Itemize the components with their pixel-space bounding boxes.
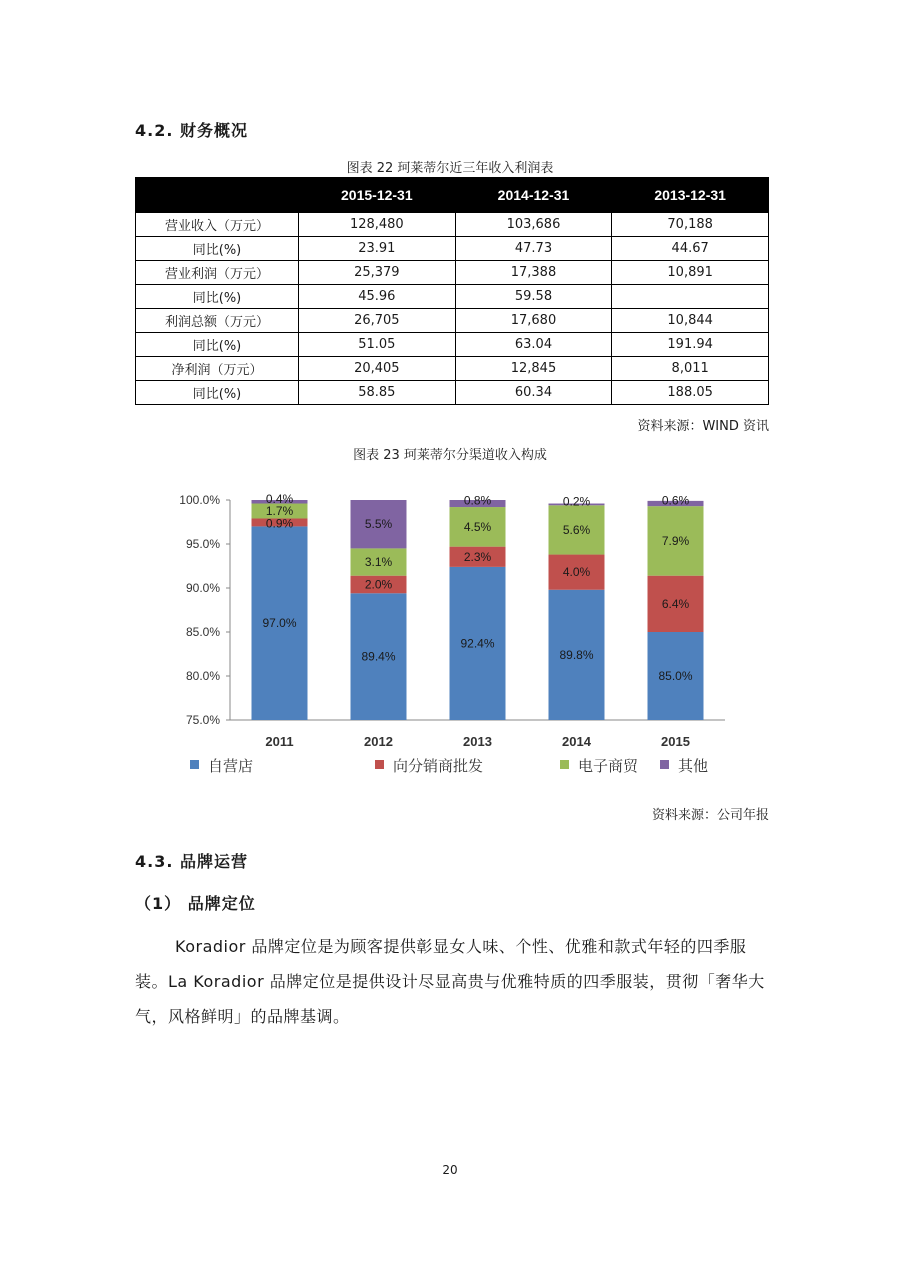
row-label: 营业利润（万元） bbox=[136, 261, 299, 285]
subsection-title: （1） 品牌定位 bbox=[135, 894, 256, 913]
table-cell: 59.58 bbox=[455, 285, 612, 309]
legend-label: 自营店 bbox=[208, 758, 254, 775]
section-title-4-2: 4.2. 财务概况 bbox=[135, 121, 248, 140]
data-label: 0.6% bbox=[661, 493, 690, 508]
body-paragraph: Koradior 品牌定位是为顾客提供彰显女人味、个性、优雅和款式年轻的四季服装。La Koradior 品牌定位是提供设计尽显高贵与优雅特质的四季服装，贯彻「奢华大气，风格鲜明」的品牌基调。 bbox=[135, 937, 765, 1026]
y-tick-label: 90.0% bbox=[185, 581, 220, 595]
data-label: 3.1% bbox=[364, 555, 393, 570]
legend-swatch bbox=[660, 760, 669, 769]
data-label: 2.3% bbox=[463, 549, 492, 564]
data-label: 0.4% bbox=[265, 491, 294, 506]
table-row bbox=[136, 237, 769, 261]
data-label: 4.0% bbox=[562, 565, 591, 580]
table-cell: 8,011 bbox=[612, 357, 769, 381]
row-label: 同比(%) bbox=[136, 237, 299, 261]
data-label: 0.8% bbox=[463, 493, 492, 508]
legend-label: 电子商贸 bbox=[578, 758, 639, 775]
section-title-4-3: 4.3. 品牌运营 bbox=[135, 852, 248, 871]
table-cell: 10,844 bbox=[612, 309, 769, 333]
table-row bbox=[136, 333, 769, 357]
table-cell: 20,405 bbox=[299, 357, 456, 381]
table-cell: 70,188 bbox=[612, 213, 769, 237]
table-cell: 47.73 bbox=[455, 237, 612, 261]
data-label: 5.5% bbox=[364, 517, 393, 532]
row-label: 同比(%) bbox=[136, 285, 299, 309]
data-label: 6.4% bbox=[661, 596, 690, 611]
table-row bbox=[136, 381, 769, 405]
data-label: 7.9% bbox=[661, 533, 690, 548]
table-cell: 188.05 bbox=[612, 381, 769, 405]
table-header-cell: 2014-12-31 bbox=[455, 178, 612, 213]
table-source: 资料来源：WIND 资讯 bbox=[637, 419, 769, 434]
y-tick-label: 80.0% bbox=[185, 669, 220, 683]
data-label: 92.4% bbox=[460, 636, 495, 651]
x-tick-label: 2011 bbox=[265, 734, 294, 749]
page-number: 20 bbox=[442, 1163, 458, 1177]
table-cell: 23.91 bbox=[299, 237, 456, 261]
table-cell: 103,686 bbox=[455, 213, 612, 237]
y-tick-label: 100.0% bbox=[179, 493, 220, 507]
table-cell: 17,680 bbox=[455, 309, 612, 333]
table-cell: 63.04 bbox=[455, 333, 612, 357]
x-tick-label: 2012 bbox=[364, 734, 393, 749]
legend-swatch bbox=[560, 760, 569, 769]
x-tick-label: 2013 bbox=[463, 734, 492, 749]
chart-source: 资料来源：公司年报 bbox=[651, 808, 769, 823]
table-caption: 图表 22 珂莱蒂尔近三年收入利润表 bbox=[346, 161, 554, 176]
table-cell: 17,388 bbox=[455, 261, 612, 285]
table-row bbox=[136, 309, 769, 333]
data-label: 2.0% bbox=[364, 577, 393, 592]
table-cell: 51.05 bbox=[299, 333, 456, 357]
data-label: 97.0% bbox=[262, 616, 297, 631]
data-label: 1.7% bbox=[265, 504, 294, 518]
data-label: 85.0% bbox=[658, 669, 693, 683]
legend-swatch bbox=[190, 760, 199, 769]
table-cell: 44.67 bbox=[612, 237, 769, 261]
y-tick-label: 85.0% bbox=[185, 625, 220, 639]
table-cell: 25,379 bbox=[299, 261, 456, 285]
table-header-cell bbox=[136, 178, 299, 213]
table-cell: 12,845 bbox=[455, 357, 612, 381]
financial-table bbox=[135, 177, 769, 405]
table-cell: 45.96 bbox=[299, 285, 456, 309]
table-header-row bbox=[136, 178, 769, 213]
table-row bbox=[136, 261, 769, 285]
row-label: 营业收入（万元） bbox=[136, 213, 299, 237]
y-tick-label: 75.0% bbox=[185, 713, 220, 727]
row-label: 同比(%) bbox=[136, 333, 299, 357]
channel-revenue-chart bbox=[150, 480, 750, 790]
table-row bbox=[136, 213, 769, 237]
table-row bbox=[136, 285, 769, 309]
x-tick-label: 2015 bbox=[661, 734, 690, 749]
row-label: 同比(%) bbox=[136, 381, 299, 405]
data-label: 89.8% bbox=[559, 647, 594, 662]
legend-swatch bbox=[375, 760, 384, 769]
table-cell: 60.34 bbox=[455, 381, 612, 405]
table-header-cell: 2015-12-31 bbox=[299, 178, 456, 213]
data-label: 5.6% bbox=[562, 522, 591, 537]
table-cell: 10,891 bbox=[612, 261, 769, 285]
data-label: 89.4% bbox=[361, 649, 396, 664]
data-label: 4.5% bbox=[463, 519, 492, 534]
y-tick-label: 95.0% bbox=[185, 537, 220, 551]
table-row bbox=[136, 357, 769, 381]
x-tick-label: 2014 bbox=[562, 734, 591, 749]
row-label: 净利润（万元） bbox=[136, 357, 299, 381]
table-cell: 128,480 bbox=[299, 213, 456, 237]
legend-label: 向分销商批发 bbox=[393, 758, 484, 775]
table-cell: 191.94 bbox=[612, 333, 769, 357]
row-label: 利润总额（万元） bbox=[136, 309, 299, 333]
legend-label: 其他 bbox=[678, 758, 709, 775]
table-cell: 26,705 bbox=[299, 309, 456, 333]
data-label: 0.2% bbox=[562, 494, 591, 509]
chart-caption: 图表 23 珂莱蒂尔分渠道收入构成 bbox=[353, 448, 547, 463]
table-cell: 58.85 bbox=[299, 381, 456, 405]
table-header-cell: 2013-12-31 bbox=[612, 178, 769, 213]
data-label: 0.9% bbox=[265, 516, 294, 531]
table-cell bbox=[612, 285, 769, 309]
